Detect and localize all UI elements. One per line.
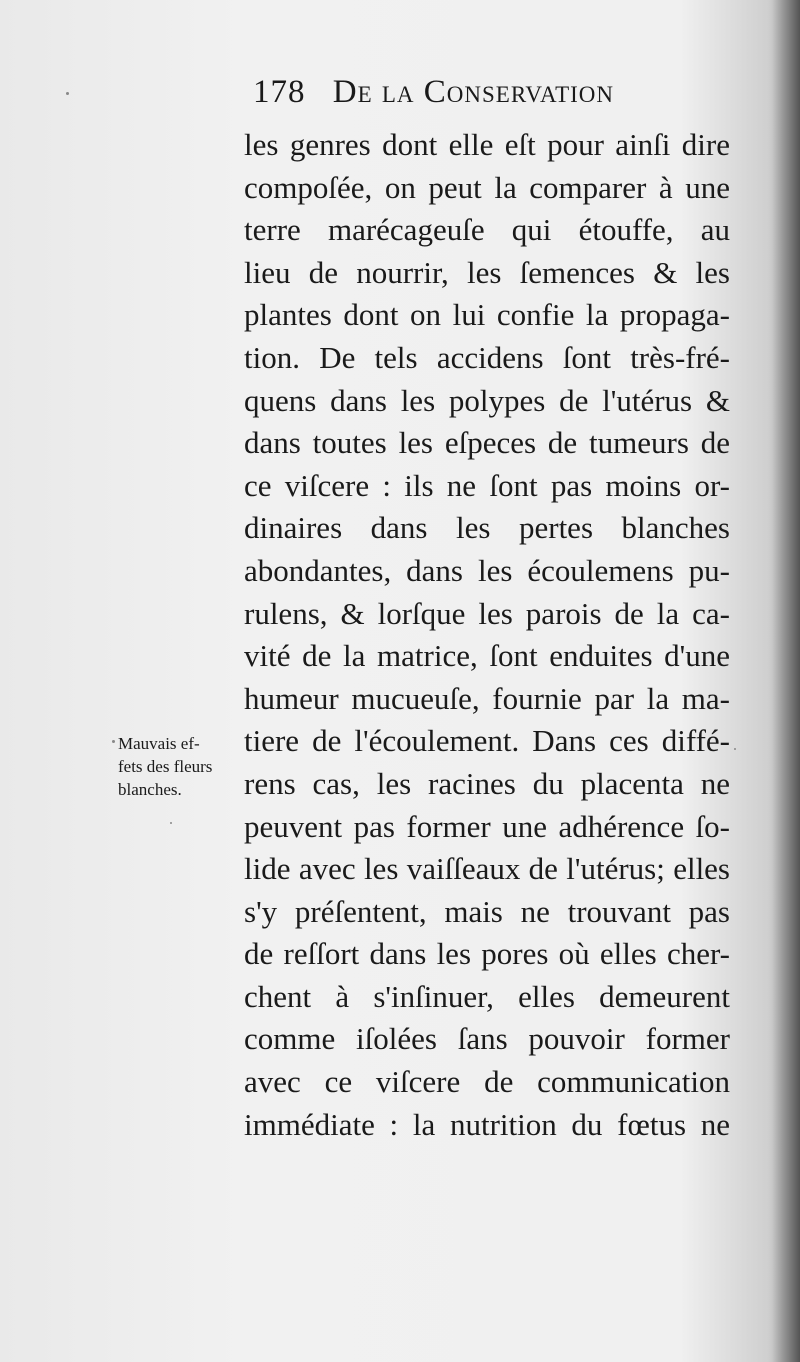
page-edge-shadow: [772, 0, 800, 1362]
text-line: tiere de l'écoulement. Dans ces diffé-: [244, 723, 730, 759]
text-line: les genres dont elle eſt pour ainſi dire: [244, 127, 730, 162]
text-line: abondantes, dans les écoulemens pu-: [244, 552, 730, 588]
text-line: lide avec les vaiſſeaux de l'utérus; elles: [244, 851, 730, 887]
page-number: 178: [253, 74, 306, 110]
text-line: rens cas, les racines du placenta ne: [244, 765, 730, 801]
margin-note: [118, 732, 238, 801]
text-line: de reſſort dans les pores où elles cher-: [244, 936, 730, 972]
margin-note-line: Mauvais ef-: [118, 734, 200, 753]
text-line: compoſée, on peut la comparer à une: [244, 169, 730, 205]
paper-speck: [112, 740, 115, 743]
text-line: ce viſcere : ils ne ſont pas moins or-: [244, 467, 730, 503]
text-line: chent à s'inſinuer, elles demeurent: [244, 978, 730, 1014]
margin-note-line: blanches.: [118, 780, 182, 799]
text-line: comme iſolées ſans pouvoir former: [244, 1021, 730, 1057]
running-header: [253, 74, 753, 124]
text-line: quens dans les polypes de l'utérus &: [244, 382, 730, 418]
text-line: immédiate : la nutrition du fœtus ne: [244, 1106, 730, 1142]
paper-speck: [734, 748, 736, 750]
margin-note-line: fets des fleurs: [118, 757, 213, 776]
running-title: De la Conservation: [332, 74, 614, 110]
text-line: dinaires dans les pertes blanches: [244, 510, 730, 546]
text-line: plantes dont on lui confie la propaga-: [244, 297, 730, 333]
text-line: rulens, & lorſque les parois de la ca-: [244, 595, 730, 631]
text-line: avec ce viſcere de communication: [244, 1064, 730, 1100]
text-line: peuvent pas former une adhérence ſo-: [244, 808, 730, 844]
paper-speck: [66, 92, 69, 95]
text-line: lieu de nourrir, les ſemences & les: [244, 254, 730, 290]
text-line: humeur mucueuſe, fournie par la ma-: [244, 680, 730, 716]
text-line: tion. De tels accidens ſont très-fré-: [244, 339, 730, 375]
body-text: [244, 124, 730, 1146]
text-line: dans toutes les eſpeces de tumeurs de: [244, 425, 730, 461]
text-line: terre marécageuſe qui étouffe, au: [244, 212, 730, 248]
text-line: s'y préſentent, mais ne trouvant pas: [244, 893, 730, 929]
paper-speck: [170, 822, 172, 824]
text-line: vité de la matrice, ſont enduites d'une: [244, 638, 730, 674]
